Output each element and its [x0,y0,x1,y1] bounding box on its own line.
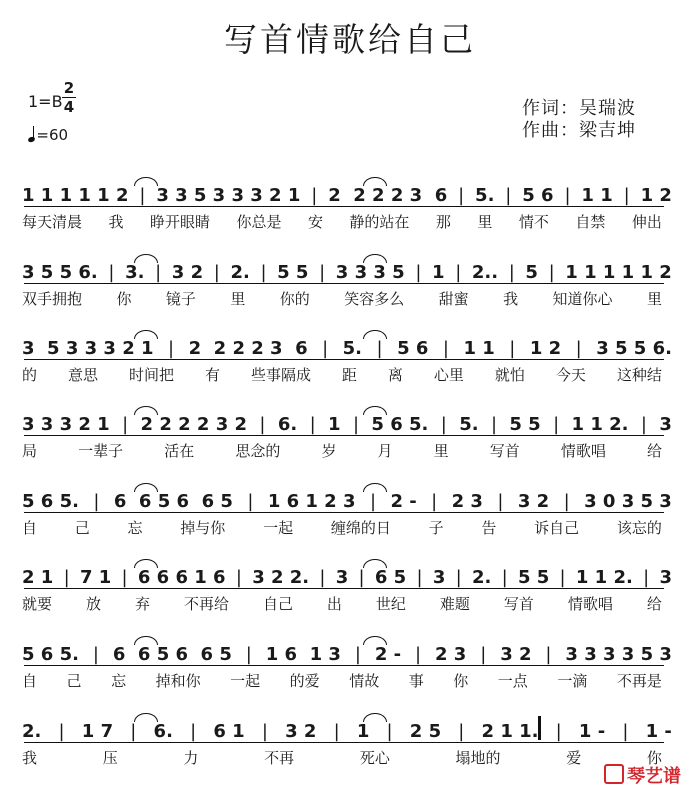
lyric-row-4 [22,440,662,462]
lyric-word: 一点 [497,672,528,690]
barline: | [322,338,329,359]
barline: | [92,644,99,665]
lyric-word: 弃 [134,595,150,613]
barline: | [490,414,498,435]
barline: | [130,721,137,742]
site-logo [604,762,681,788]
music-segment: 3 3 3 5 [335,262,405,283]
lyric-word: 告 [481,519,497,537]
barline: | [553,414,560,435]
barline: | [155,262,162,283]
lyric-word: 给 [646,595,662,613]
lyric-word: 事 [408,672,424,690]
barline: | [563,491,570,512]
lyric-row-2 [22,288,662,310]
lyric-word: 岁 [321,442,337,460]
lyric-word: 笑容多么 [344,290,405,308]
music-segment: 6 6 5 6 6 5 [113,491,233,512]
barline: | [245,644,252,665]
music-segment: 1 1 [581,185,613,206]
music-segment: 1 [432,262,445,283]
barline: | [501,567,508,588]
lyric-word: 距 [341,366,357,384]
music-segment: 6 6 6 1 6 [137,567,226,588]
lyric-word: 就要 [22,595,53,613]
music-segment: 1 6 1 3 [265,644,341,665]
barline: | [442,338,449,359]
underline-beam [24,588,664,589]
lyric-word: 离 [387,366,403,384]
barline: | [319,567,326,588]
music-segment: 2 1 [22,567,54,588]
lyric-word: 情歌唱 [567,595,613,613]
music-segment: 5 5 [509,414,541,435]
lyric-word: 活在 [164,442,195,460]
lyric-word: 时间把 [128,366,174,384]
music-segment: 2 5 [409,721,442,742]
barline: | [643,567,650,588]
barline: | [352,414,360,435]
barline: | [108,262,115,283]
barline: | [139,185,146,206]
lyric-word: 你 [646,749,662,767]
music-segment: 1 [328,414,341,435]
lyric-word: 情歌唱 [560,442,606,460]
lyric-word: 忘 [111,672,127,690]
barline: | [431,491,438,512]
barline: | [376,338,383,359]
underline-beam [24,283,664,284]
lyric-word: 这种结 [616,366,662,384]
barline: | [58,721,65,742]
tempo-value: =60 [36,126,69,144]
music-segment: 1 7 [81,721,114,742]
lyric-row-6 [22,593,662,615]
composer-credit: 作曲：梁吉坤 [522,120,636,141]
underline-beam [24,665,664,666]
note-stem [33,126,34,139]
music-segment: 1 1 [463,338,495,359]
lyric-word: 掉与你 [180,519,226,537]
barline: | [235,567,242,588]
music-segment: 2 2 2 2 3 6 [328,185,448,206]
music-segment: 1 2 [640,185,672,206]
music-segment: 5 6 5. [22,491,79,512]
barline: | [247,491,254,512]
time-signature [62,80,76,115]
barline: | [260,262,267,283]
lyric-word: 难题 [439,595,470,613]
lyric-word: 塌地的 [455,749,501,767]
music-segment: 3 2 [500,644,532,665]
tie-slur [363,483,387,492]
lyric-word: 忘 [127,519,143,537]
lyric-word: 些事隔成 [250,366,311,384]
lyric-word: 自禁 [575,213,606,231]
lyric-word: 里 [477,213,493,231]
lyric-word: 一辈子 [78,442,124,460]
underline-beam [24,742,664,743]
music-segment: 2 - [374,644,402,665]
barline: | [458,185,465,206]
lyric-word: 知道你心 [552,290,613,308]
barline: | [309,414,316,435]
music-segment: 1 1 1 1 1 2 [565,262,672,283]
music-segment: 3 [335,567,349,588]
lyric-word: 子 [428,519,444,537]
lyric-row-1 [22,211,662,233]
music-segment: 3 5 3 3 3 2 1 [22,338,154,359]
lyric-word: 自 [22,519,38,537]
music-segment: 6. [277,414,298,435]
barline: | [354,644,361,665]
lyric-word: 世纪 [375,595,406,613]
barline: | [63,567,70,588]
lyric-word: 一起 [230,672,261,690]
music-segment: 2 3 [434,644,467,665]
lyric-word: 睁开眼睛 [149,213,210,231]
music-segment: 1 - [645,721,672,742]
music-segment: 2 - [390,491,417,512]
barline: | [480,644,487,665]
barline: | [168,338,175,359]
barline: | [319,262,326,283]
barline: | [414,644,422,665]
underline-beam [24,512,664,513]
music-segment: 5 6 5. [22,644,79,665]
barline: | [190,721,197,742]
music-segment: 1 2 [529,338,562,359]
logo-text: 琴艺谱 [627,766,681,787]
music-segment: 3 [659,567,672,588]
lyric-word: 给 [646,442,662,460]
music-segment: 5 [525,262,538,283]
lyric-word: 力 [183,749,199,767]
barline: | [122,414,129,435]
lyric-word: 放 [85,595,101,613]
music-segment: 5. [342,338,363,359]
underline-beam [24,206,664,207]
lyric-word: 不再是 [616,672,662,690]
music-segment: 5 6 [522,185,554,206]
barline: | [213,262,220,283]
logo-icon [604,764,624,784]
lyric-word: 掉和你 [155,672,201,690]
music-segment: 3 2 [285,721,317,742]
lyric-word: 安 [307,213,323,231]
lyric-word: 缠绵的日 [330,519,391,537]
lyric-word: 心里 [433,366,464,384]
lyric-word: 我 [108,213,124,231]
lyric-word: 甜蜜 [438,290,469,308]
lyric-word: 镜子 [165,290,196,308]
music-segment: 3 [432,567,446,588]
barline: | [333,721,340,742]
lyric-word: 出 [326,595,342,613]
tie-slur [134,254,158,263]
lyric-word: 里 [646,290,662,308]
barline: | [555,721,562,742]
tie-slur [363,330,387,339]
lyric-word: 的爱 [289,672,320,690]
music-segment: 1 1 2. [575,567,633,588]
tie-slur [134,559,158,568]
lyric-word: 意思 [67,366,98,384]
music-segment: 1 - [578,721,606,742]
final-barline [538,716,541,740]
music-segment: 2 2 2 2 3 6 [188,338,308,359]
barline: | [415,262,422,283]
lyric-word: 你的 [279,290,310,308]
music-segment: 6 1 [213,721,245,742]
music-segment: 3 5 5 6. [22,262,98,283]
lyric-word: 今天 [555,366,586,384]
tie-slur [363,713,387,722]
lyric-row-5 [22,517,662,539]
lyric-word: 压 [102,749,118,767]
lyric-word: 写首 [489,442,520,460]
lyric-word: 你总是 [236,213,282,231]
barline: | [121,567,128,588]
music-segment: 6. [153,721,173,742]
lyric-word: 一滴 [557,672,588,690]
key-signature: 1=B [28,92,63,111]
music-segment: 2. [471,567,492,588]
barline: | [505,185,512,206]
lyric-word: 局 [22,442,38,460]
lyric-word: 里 [230,290,246,308]
barline: | [497,491,504,512]
meter-bottom: 4 [63,98,75,116]
music-segment: 5 5 [517,567,550,588]
tie-slur [363,559,387,568]
barline: | [358,567,365,588]
lyric-word: 诉自己 [534,519,580,537]
lyricist-credit: 作词：吴瑞波 [522,98,636,119]
music-segment: 3 3 3 3 5 3 [565,644,672,665]
lyric-row-3 [22,364,662,386]
music-segment: 3 0 3 5 3 [584,491,672,512]
lyric-word: 每天清晨 [22,213,83,231]
barline: | [93,491,100,512]
barline: | [259,414,266,435]
tie-slur [134,713,158,722]
lyric-word: 自 [22,672,38,690]
lyric-word: 情不 [518,213,549,231]
music-segment: 3 [659,414,672,435]
tie-slur [134,636,158,645]
barline: | [575,338,582,359]
barline: | [545,644,552,665]
tie-slur [134,177,158,186]
barline: | [369,491,377,512]
music-segment: 6 6 5 6 6 5 [112,644,232,665]
music-segment: 2 3 [451,491,483,512]
lyric-word: 不再 [264,749,295,767]
tie-slur [134,483,158,492]
music-segment: 5 5 [277,262,309,283]
tie-slur [363,177,387,186]
barline: | [640,414,647,435]
barline: | [455,262,462,283]
music-segment: 2 2 2 2 3 2 [140,414,248,435]
lyric-row-8 [22,747,662,769]
music-segment: 3 2 [171,262,204,283]
tie-slur [134,330,158,339]
music-segment: 2. [22,721,42,742]
music-segment: 2.. [471,262,499,283]
tie-slur [363,636,387,645]
barline: | [440,414,447,435]
barline: | [311,185,318,206]
barline: | [509,338,516,359]
lyric-word: 月 [377,442,393,460]
lyric-word: 你 [116,290,132,308]
lyric-word: 我 [22,749,38,767]
lyric-word: 情故 [349,672,380,690]
music-segment: 6 5 [374,567,407,588]
music-segment: 1 6 1 2 3 [267,491,356,512]
music-segment: 1 [356,721,370,742]
tie-slur [363,254,387,263]
music-segment: 5 6 [397,338,429,359]
barline: | [458,721,465,742]
music-segment: 2. [230,262,250,283]
lyric-word: 伸出 [631,213,662,231]
lyric-word: 我 [503,290,519,308]
lyric-word: 有 [204,366,220,384]
lyric-word: 就怕 [494,366,525,384]
barline: | [623,185,630,206]
tie-slur [134,406,158,415]
barline: | [508,262,515,283]
lyric-word: 里 [433,442,449,460]
barline: | [622,721,629,742]
barline: | [455,567,462,588]
lyric-word: 自己 [262,595,293,613]
barline: | [559,567,566,588]
underline-beam [24,435,664,436]
lyric-word: 静的站在 [349,213,410,231]
meter-top: 2 [63,79,75,97]
barline: | [416,567,423,588]
music-segment: 3 2 [517,491,550,512]
music-segment: 3 2 2. [252,567,310,588]
music-segment: 3 3 3 2 1 [22,414,110,435]
lyric-word: 的 [22,366,38,384]
music-segment: 1 1 1 1 1 2 [22,185,129,206]
music-segment: 5. [459,414,479,435]
barline: | [548,262,555,283]
lyric-word: 不再给 [183,595,229,613]
music-segment: 3 5 5 6. [596,338,672,359]
barline: | [386,721,393,742]
lyric-word: 死心 [359,749,390,767]
lyric-word: 写首 [503,595,534,613]
barline: | [261,721,268,742]
lyric-word: 你 [453,672,469,690]
barline: | [564,185,571,206]
music-segment: 1 1 2. [571,414,629,435]
lyric-word: 双手拥抱 [22,290,83,308]
music-segment: 3 3 5 3 3 3 2 1 [156,185,301,206]
quarter-note-icon [27,136,35,143]
lyric-word: 该忘的 [616,519,662,537]
tempo-marking [28,126,68,144]
lyric-word: 思念的 [235,442,281,460]
lyric-word: 己 [74,519,90,537]
song-title: 写首情歌给自己 [224,20,476,59]
music-segment: 5 6 5. [371,414,429,435]
tie-slur [363,406,387,415]
music-segment: 5. [475,185,495,206]
music-segment: 2 1 1. [481,721,539,742]
lyric-row-7 [22,670,662,692]
lyric-word: 己 [66,672,82,690]
music-segment: 7 1 [79,567,112,588]
music-segment: 3. [125,262,145,283]
lyric-word: 爱 [566,749,582,767]
underline-beam [24,359,664,360]
lyric-word: 那 [435,213,451,231]
lyric-word: 一起 [263,519,294,537]
